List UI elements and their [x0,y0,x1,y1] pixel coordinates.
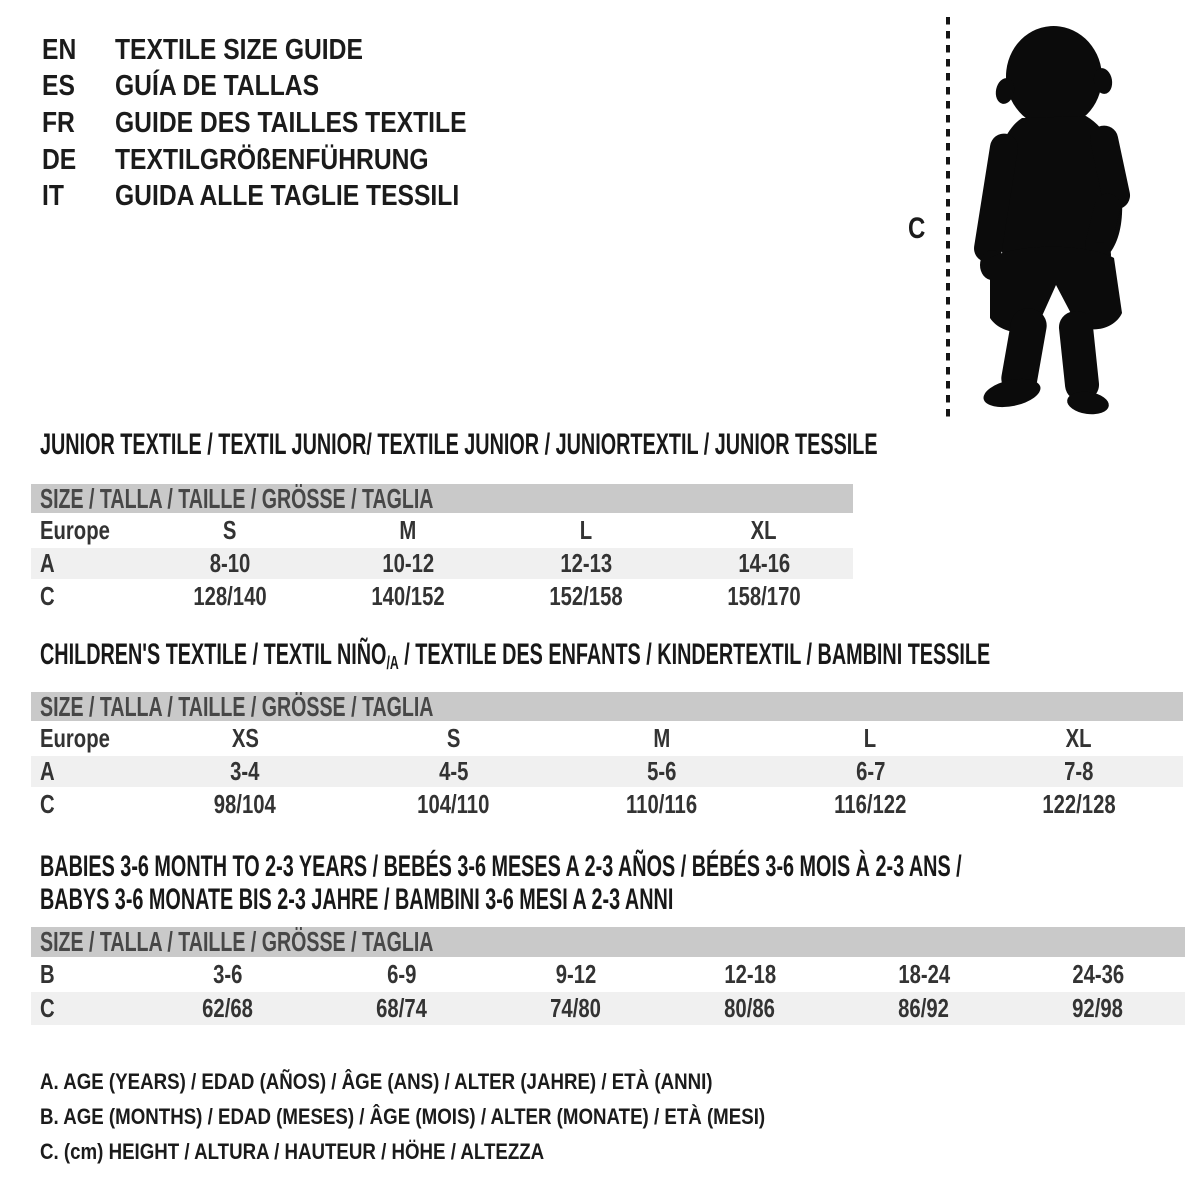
table-row [31,513,853,548]
language-title: GUIDE DES TAILLES TEXTILE [115,106,467,139]
junior-size-table [31,484,853,613]
row-label: A [40,756,55,786]
table-cell: 3-4 [230,756,260,786]
table-cell: S [446,723,461,753]
table-cell: 74/80 [550,993,602,1023]
row-label: C [40,788,55,819]
table-cell: 104/110 [417,788,490,819]
table-cell: 86/92 [898,993,950,1023]
footnote-b: B. AGE (MONTHS) / EDAD (MESES) / ÂGE (MOIS) / ALTER (MONATE) / ETÀ (MESI) [40,1104,766,1129]
table-cell: 158/170 [727,580,801,611]
language-title: GUÍA DE TALLAS [115,70,320,103]
table-cell: 12-13 [560,548,612,578]
table-cell: XS [231,723,259,753]
table-row [31,721,1183,756]
table-cell: 12-18 [724,959,776,989]
table-cell: M [653,723,671,753]
babies-table [31,957,1185,1025]
table-cell: XL [1065,723,1092,753]
language-row-it [42,178,529,215]
table-cell: S [223,515,237,545]
size-header-bar: SIZE / TALLA / TAILLE / GRÖSSE / TAGLIA [31,927,1185,957]
table-row [31,992,1185,1025]
table-row [31,957,1185,992]
table-cell: 18-24 [898,959,950,989]
table-cell: 10-12 [382,548,434,578]
table-cell: 152/158 [549,580,623,611]
table-cell: 14-16 [738,548,790,578]
table-cell: 24-36 [1072,959,1124,989]
table-cell: 122/128 [1042,788,1116,819]
table-cell: 4-5 [438,756,469,786]
row-label: Europe [40,723,110,753]
table-cell: XL [751,515,777,545]
table-cell: 140/152 [371,580,445,611]
babies-size-table [31,927,1185,1025]
language-code: IT [42,180,64,213]
table-cell: 128/140 [193,580,267,611]
language-title: GUIDA ALLE TAGLIE TESSILI [115,180,460,213]
toddler-silhouette-image [962,13,1140,418]
language-title: TEXTILGRÖßENFÜHRUNG [115,143,429,176]
junior-section-title: JUNIOR TEXTILE / TEXTIL JUNIOR/ TEXTILE JUNIOR / JUNIORTEXTIL / JUNIOR TESSILE [40,428,878,461]
children-size-table [31,692,1183,821]
table-cell: 3-6 [213,959,243,989]
language-code: EN [42,33,77,66]
row-label: C [40,993,55,1023]
size-header-bar: SIZE / TALLA / TAILLE / GRÖSSE / TAGLIA [31,484,853,513]
language-code: ES [42,70,75,103]
row-label: Europe [40,515,110,545]
table-row [31,579,853,613]
table-cell: 8-10 [209,548,251,578]
legend-footnotes [40,1064,893,1169]
language-row-en [42,32,529,69]
table-cell: L [579,515,593,545]
row-label: A [40,548,55,578]
table-cell: 80/86 [724,993,776,1023]
row-label: B [40,959,55,989]
table-cell: 6-9 [387,959,417,989]
table-cell: 68/74 [376,993,428,1023]
table-cell: 9-12 [555,959,597,989]
table-cell: 62/68 [202,993,254,1023]
table-cell: 7-8 [1064,756,1094,786]
table-cell: L [864,723,877,753]
children-table [31,721,1183,821]
row-label: C [40,580,55,611]
table-cell: 116/122 [834,788,907,819]
footnote-a: A. AGE (YEARS) / EDAD (AÑOS) / ÂGE (ANS) / ALTER (JAHRE) / ETÀ (ANNI) [40,1069,713,1094]
table-cell: 92/98 [1072,993,1124,1023]
table-row [31,756,1183,787]
table-cell: M [399,515,417,545]
nino-a-subscript: /A [386,652,399,673]
language-row-fr [42,105,529,142]
language-legend [42,32,529,215]
table-cell: 98/104 [214,788,277,819]
table-cell: 110/116 [626,788,698,819]
table-cell: 5-6 [647,756,677,786]
height-measure-label: C [908,212,926,245]
footnote-c: C. (cm) HEIGHT / ALTURA / HAUTEUR / HÖHE / ALTEZZA [40,1139,545,1164]
language-row-de [42,142,529,179]
language-code: DE [42,143,77,176]
language-row-es [42,69,529,106]
table-cell: 6-7 [855,756,886,786]
language-title: TEXTILE SIZE GUIDE [115,33,363,66]
language-code: FR [42,106,75,139]
babies-section-title: BABIES 3-6 MONTH TO 2-3 YEARS / BEBÉS 3-6 MESES A 2-3 AÑOS / BÉBÉS 3-6 MOIS À 2-3 ANS / BABYS 3-6 MONATE BIS 2-3 JAHRE / BAMBINI 3-6 MESI A 2-3 ANNI [40,850,962,916]
table-row [31,787,1183,821]
height-measure-dashed-line [944,17,952,417]
size-header-bar: SIZE / TALLA / TAILLE / GRÖSSE / TAGLIA [31,692,1183,721]
children-section-title: CHILDREN'S TEXTILE / TEXTIL NIÑO/A / TEXTILE DES ENFANTS / KINDERTEXTIL / BAMBINI TESSILE [40,638,991,673]
table-row [31,548,853,579]
junior-table [31,513,853,613]
